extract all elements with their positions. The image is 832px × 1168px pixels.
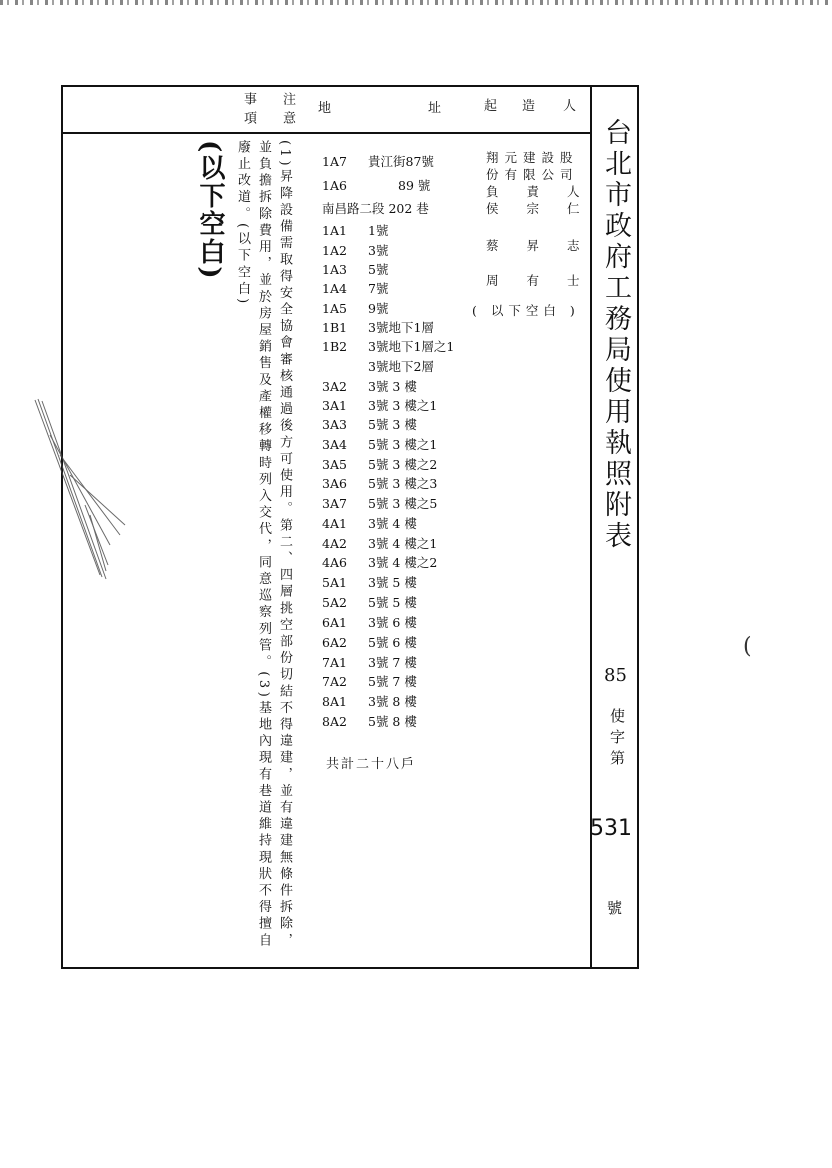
unit-row: 3號地下2層 xyxy=(368,359,434,374)
handwritten-blank-note: (以下空白) xyxy=(195,140,225,281)
scan-noise-top xyxy=(0,0,832,5)
unit-row: 3A3 5號 3 樓 xyxy=(322,417,417,432)
unit-row: 1A3 5號 xyxy=(322,262,389,277)
builder-line: 負責人 xyxy=(486,184,608,199)
builder-line: 周有士 xyxy=(486,273,608,288)
unit-row: 7A2 5號 7 樓 xyxy=(322,674,417,689)
unit-row: 3A6 5號 3 樓之3 xyxy=(322,476,438,491)
unit-row: 4A2 3號 4 樓之1 xyxy=(322,536,438,551)
unit-row: 1B1 3號地下1層 xyxy=(322,320,434,335)
unit-row: 6A1 3號 6 樓 xyxy=(322,615,417,630)
document-title: 台北市政府工務局使用執照附表 xyxy=(600,118,631,552)
header-builder-1: 起 xyxy=(484,99,498,114)
unit-row: 1A4 7號 xyxy=(322,281,389,296)
unit-row: 1A6 89 號 xyxy=(322,178,431,193)
unit-row: 8A1 3號 8 樓 xyxy=(322,694,417,709)
unit-row: 5A1 3號 5 樓 xyxy=(322,575,417,590)
unit-row: 4A6 3號 4 樓之2 xyxy=(322,555,438,570)
unit-row: 5A2 5號 5 樓 xyxy=(322,595,417,610)
unit-row: 3A7 5號 3 樓之5 xyxy=(322,496,438,511)
permit-serial: 531 xyxy=(590,816,632,841)
unit-row: 1A5 9號 xyxy=(322,301,389,316)
pencil-mark xyxy=(30,395,150,595)
scan-mark: ( xyxy=(743,634,752,659)
unit-row: 3A4 5號 3 樓之1 xyxy=(322,437,438,452)
builder-line: 蔡昇志 xyxy=(486,238,608,253)
header-rule xyxy=(61,132,592,134)
unit-row: 1A2 3號 xyxy=(322,243,389,258)
header-address-right: 址 xyxy=(428,101,442,116)
builder-line: 侯宗仁 xyxy=(486,201,608,216)
unit-row: 4A1 3號 4 樓 xyxy=(322,516,417,531)
unit-row: 1A7 貴江街87號 xyxy=(322,154,434,169)
header-notes-1: 事項 xyxy=(241,92,256,130)
notes-text: (1)昇降設備需取得安全協會審核通過後方可使用。第二、四層挑空部份切結不得違建，並有違建無條件拆除，並負擔拆除費用，並於房屋銷售及產權移轉時列入交代，同意巡察列管。(3)基地內現有巷道維持現狀不得擅自廢止改道。(以下空白) xyxy=(235,140,292,950)
permit-year: 85 xyxy=(604,665,627,686)
header-builder-2: 造 xyxy=(522,99,536,114)
builder-line: 翔元建設股 xyxy=(486,150,579,165)
total-households: 共計二十八戶 xyxy=(326,757,417,772)
permit-hao: 號 xyxy=(607,899,623,917)
unit-row: 8A2 5號 8 樓 xyxy=(322,714,417,729)
header-builder-3: 人 xyxy=(563,99,577,114)
unit-row: 6A2 5號 6 樓 xyxy=(322,635,417,650)
header-address-left: 地 xyxy=(318,101,332,116)
builder-line: 份有限公司 xyxy=(486,167,579,182)
builder-line: ( 以下空白 ) xyxy=(472,303,580,318)
unit-row: 3A1 3號 3 樓之1 xyxy=(322,398,438,413)
unit-row: 南昌路二段 202 巷 xyxy=(322,201,429,216)
unit-row: 3A5 5號 3 樓之2 xyxy=(322,457,438,472)
unit-row: 3A2 3號 3 樓 xyxy=(322,379,417,394)
permit-word: 使字第 xyxy=(608,708,626,771)
unit-row: 1B2 3號地下1層之1 xyxy=(322,339,455,354)
unit-row: 7A1 3號 7 樓 xyxy=(322,655,417,670)
header-notes-2: 注意 xyxy=(280,92,295,130)
unit-row: 1A1 1號 xyxy=(322,223,389,238)
